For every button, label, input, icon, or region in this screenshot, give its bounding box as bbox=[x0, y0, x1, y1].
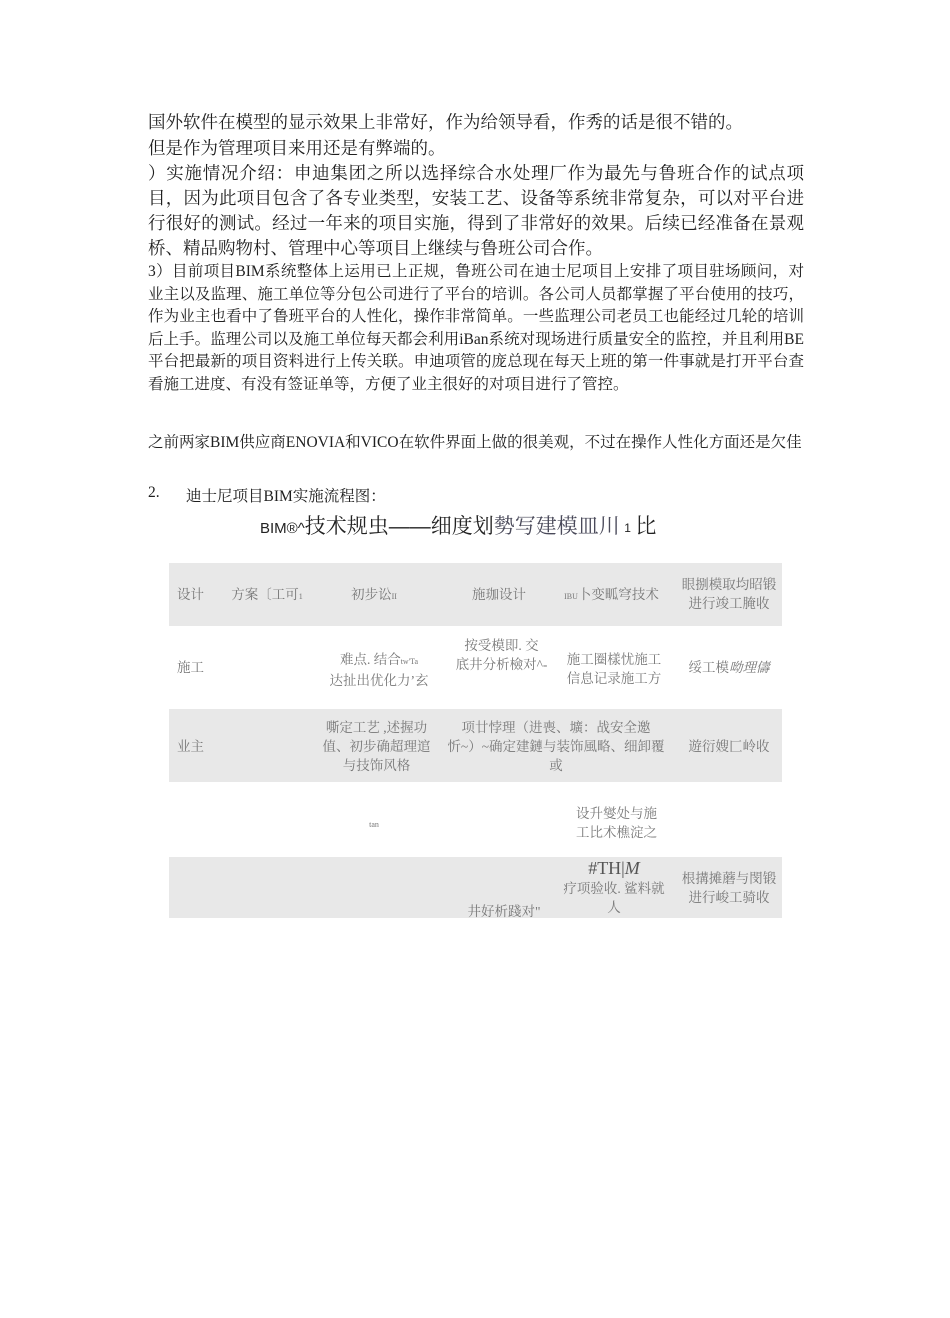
cell-text: 绥工模 bbox=[688, 660, 729, 675]
cell-subscript: tw'Ta bbox=[400, 657, 419, 666]
table-cell: 施珈设计 bbox=[472, 587, 526, 602]
cell-line: 疗项验收. 鲨料就 bbox=[563, 881, 665, 896]
table-cell bbox=[559, 804, 674, 842]
table-cell: 井好析踐对" bbox=[467, 904, 541, 919]
cell-big-text: #TH| bbox=[588, 858, 625, 878]
table-cell bbox=[559, 859, 669, 917]
cell-italic-text: 呦理儔 bbox=[729, 660, 770, 675]
table-cell bbox=[314, 718, 439, 775]
cell-line: 进行峻工骑收 bbox=[688, 890, 770, 905]
cell-text: 卜变畖穹技术 bbox=[577, 587, 659, 602]
table-cell bbox=[444, 636, 559, 674]
table-row-owner bbox=[169, 709, 782, 782]
figure-title bbox=[260, 510, 780, 540]
cell-line: 施工圈樣忧施工 bbox=[566, 652, 662, 667]
table-cell bbox=[314, 650, 444, 690]
table-cell bbox=[674, 869, 784, 907]
cell-line: 按受模即. 交 bbox=[464, 638, 539, 653]
paragraph-status: 3）目前项目BIM系统整体上运用已上正规，鲁班公司在迪士尼项目上安排了项目驻场顾问，对业主以及监理、施工单位等分包公司进行了平台的培训。各公司人员都掌握了平台使用的技巧，作为业主也看中了鲁班平台的人性化，操作非常简单。一些监理公司老员工也能经过几轮的培训后上手。监理公司以及施工单位每天都会利用iBan系统对现场进行质量安全的监控，并且利用BE平台把最新的项目资料进行上传关联。申迪项管的庞总现在每天上班的第一件事就是打开平台查看施工进度、有没有签证单等，方便了业主很好的对项目进行了管控。 bbox=[148, 263, 804, 393]
cell-line: 与技饰风格 bbox=[342, 758, 411, 773]
table-cell bbox=[319, 585, 429, 606]
cell-line: 眼捌模取均昭锻 bbox=[681, 577, 777, 592]
row-label: 施工 bbox=[177, 660, 204, 675]
cell-line: 或 bbox=[549, 758, 563, 773]
table-cell bbox=[674, 658, 784, 677]
paragraph-line: 但是作为管理项目来用还是有弊端的。 bbox=[148, 138, 446, 158]
table-cell bbox=[559, 585, 664, 606]
row-label: 业主 bbox=[177, 739, 204, 754]
table-cell: 遊衍嫂匚岭收 bbox=[688, 739, 770, 754]
table-row-design bbox=[169, 563, 782, 626]
table-cell bbox=[439, 718, 673, 775]
list-number: 2. bbox=[148, 484, 160, 501]
list-item-text: 迪士尼项目BIM实施流程图： bbox=[186, 488, 386, 505]
figure-title-end: 比 bbox=[635, 515, 657, 538]
table-row bbox=[169, 782, 782, 857]
paragraph-vendors: 之前两家BIM供应商ENOVIA和VICO在软件界面上做的很美观，不过在操作人性化方面还是欠佳 bbox=[148, 434, 802, 451]
cell-line: 嘶定工艺 ,述握功 bbox=[325, 720, 428, 735]
cell-line: 人 bbox=[607, 900, 621, 915]
cell-text: 初步讼 bbox=[351, 587, 392, 602]
cell-text: 方案〔工可 bbox=[231, 587, 299, 602]
cell-line: 设升燮处与施 bbox=[576, 806, 657, 821]
row-label: 设计 bbox=[177, 587, 204, 602]
table-row-construction bbox=[169, 626, 782, 709]
table-cell bbox=[227, 585, 307, 606]
cell-line: 值、初步确超理逭 bbox=[322, 739, 431, 754]
table-row bbox=[169, 857, 782, 918]
figure-title-small: 1 bbox=[624, 521, 631, 535]
figure-title-prefix: BIM®^ bbox=[260, 520, 305, 537]
cell-line: 底井分析檢对^- bbox=[455, 657, 548, 672]
paragraph-line: 国外软件在模型的显示效果上非常好，作为给领导看，作秀的话是很不错的。 bbox=[148, 112, 743, 132]
paragraph-implementation: ）实施情况介绍：申迪集团之所以选择综合水处理厂作为最先与鲁班合作的试点项目，因为此项目包含了各专业类型，安装工艺、设备等系统非常复杂，可以对平台进行很好的测试。经过一年来的项目实施，得到了非常好的效果。后续已经准备在景观桥、精品购物村、管理中心等项目上继续与鲁班公司合作。 bbox=[148, 163, 804, 258]
cell-line: 进行竣工腌收 bbox=[688, 596, 770, 611]
cell-line: 忻~）~确定建鏈与装饰風略、细卸覆 bbox=[447, 739, 665, 754]
cell-prefix: IBU bbox=[564, 592, 578, 601]
figure-title-tail: 勢写建模皿川 bbox=[493, 515, 620, 538]
cell-subscript: II bbox=[391, 592, 397, 601]
cell-line: 信息记录施工方 bbox=[566, 671, 662, 686]
cell-line: 根搆摊蘑与閔锻 bbox=[681, 871, 777, 886]
cell-big-italic: M bbox=[624, 858, 640, 878]
table-cell bbox=[559, 650, 669, 688]
table-cell: tan bbox=[369, 820, 379, 829]
cell-line: 项廿悖理（进喪、壙：战安全邀 bbox=[461, 720, 651, 735]
figure-title-main: 技术规虫——细度划 bbox=[304, 515, 494, 538]
cell-line: 工比术樵淀之 bbox=[576, 825, 657, 840]
cell-line: 难点. 结合 bbox=[339, 652, 401, 667]
cell-subscript: 1 bbox=[298, 592, 303, 601]
table-cell bbox=[674, 575, 784, 613]
cell-line: 达扯出优化力’玄 bbox=[329, 673, 429, 688]
